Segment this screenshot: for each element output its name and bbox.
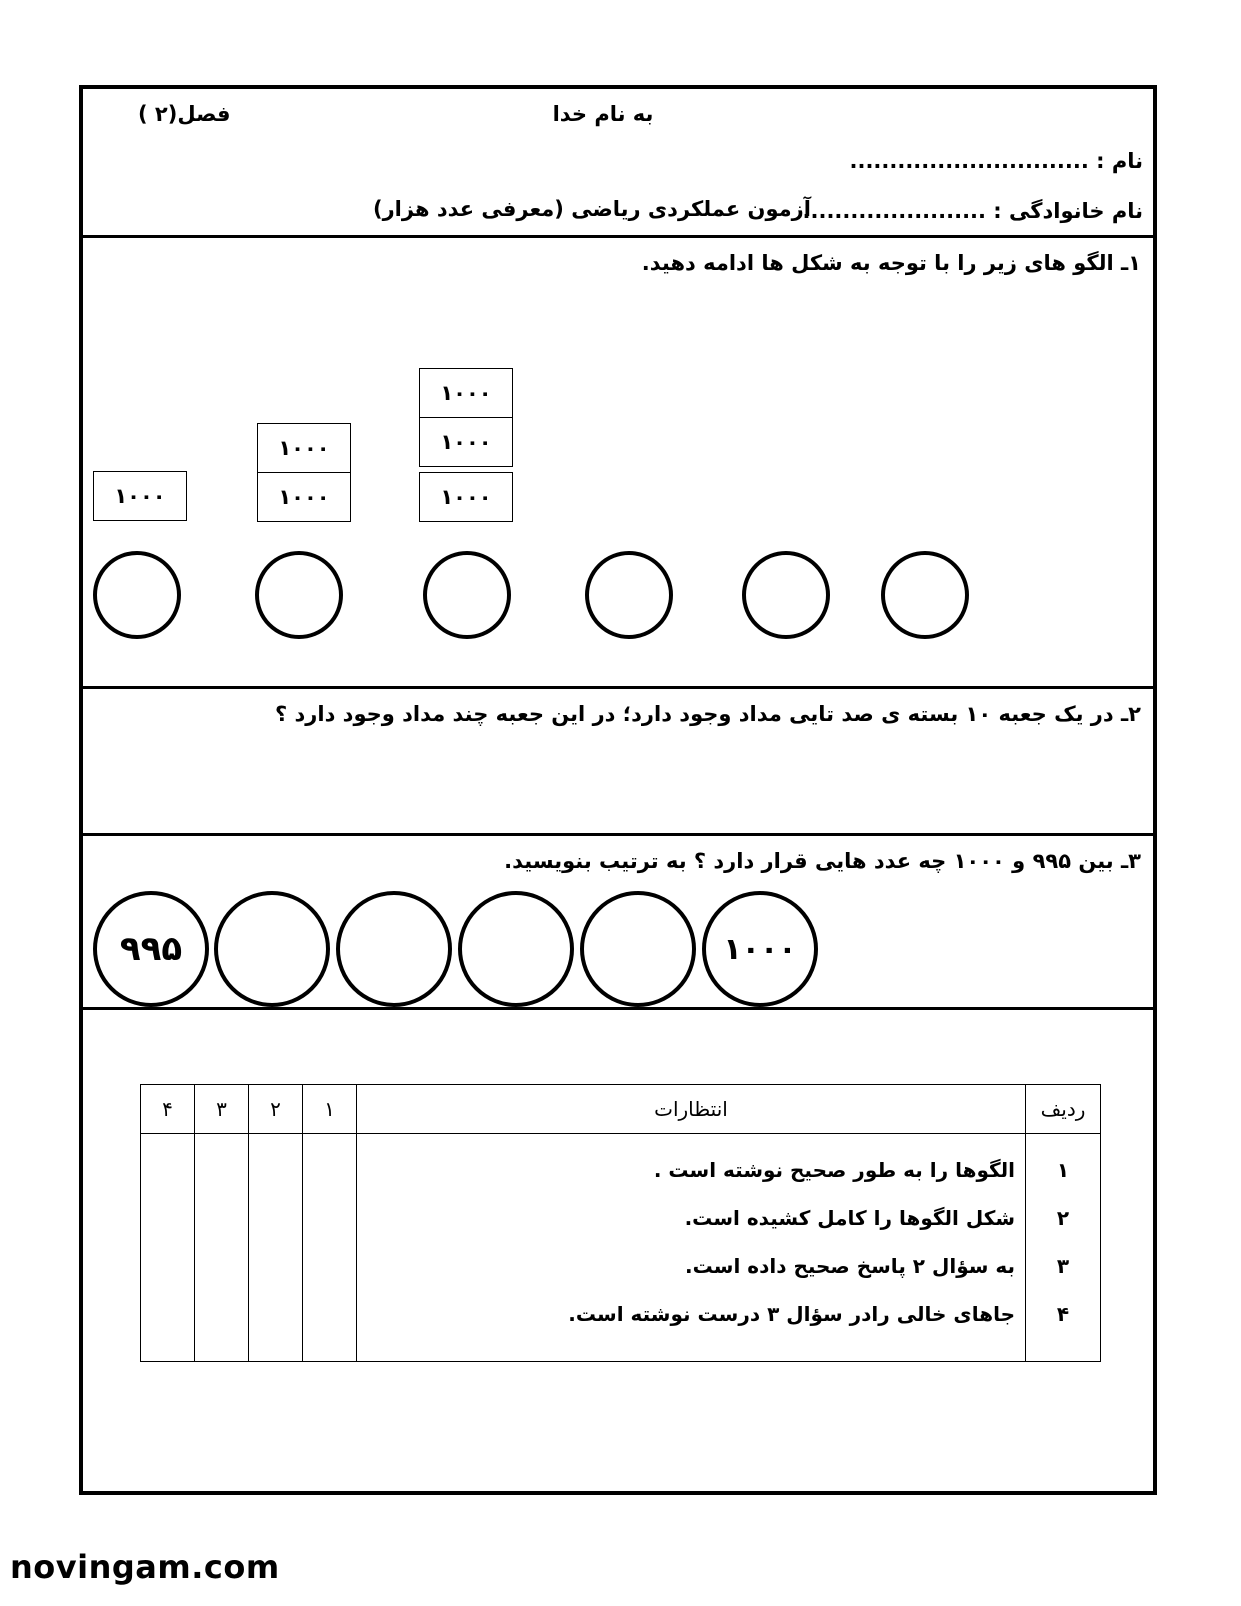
- pattern-circle[interactable]: [93, 551, 181, 639]
- question-2-text: ۲ـ در یک جعبه ۱۰ بسته ی صد تایی مداد وجود دارد؛ در این جعبه چند مداد وجود دارد ؟: [275, 702, 1141, 726]
- question-1-text: ۱ـ الگو های زیر را با توجه به شکل ها ادامه دهید.: [641, 251, 1141, 275]
- divider: [83, 1007, 1153, 1010]
- pattern-box: ۱۰۰۰: [419, 417, 513, 467]
- divider: [83, 686, 1153, 689]
- pattern-circle[interactable]: [255, 551, 343, 639]
- column-header-score-4: ۴: [141, 1085, 195, 1134]
- name-field[interactable]: نام : ..............................: [849, 149, 1143, 173]
- pattern-box: ۱۰۰۰: [257, 472, 351, 522]
- divider: [83, 235, 1153, 238]
- criterion-text: شکل الگوها را کامل کشیده است.: [684, 1206, 1015, 1230]
- divider: [83, 833, 1153, 836]
- basmala: به نام خدا: [552, 102, 654, 126]
- column-header-score-3: ۳: [195, 1085, 249, 1134]
- worksheet-frame: [79, 85, 1157, 1495]
- family-name-field[interactable]: نام خانوادگی : .......................: [802, 199, 1143, 223]
- score-cell[interactable]: [249, 1134, 303, 1362]
- evaluation-table: [140, 1084, 1101, 1362]
- pattern-box: ۱۰۰۰: [419, 368, 513, 418]
- score-cell[interactable]: [303, 1134, 357, 1362]
- row-number: ۴: [1056, 1302, 1070, 1326]
- number-circle-995: ۹۹۵: [93, 891, 209, 1007]
- pattern-box: ۱۰۰۰: [93, 471, 187, 521]
- row-number: ۲: [1056, 1206, 1070, 1230]
- exam-title: آزمون عملکردی ریاضی (معرفی عدد هزار): [373, 197, 811, 221]
- row-number: ۳: [1056, 1254, 1070, 1278]
- table-body-row: [141, 1134, 1101, 1362]
- column-header-row-number: ردیف: [1026, 1085, 1101, 1134]
- number-circle-1000: ۱۰۰۰: [702, 891, 818, 1007]
- row-numbers-cell: [1026, 1134, 1101, 1362]
- pattern-circle[interactable]: [881, 551, 969, 639]
- row-number: ۱: [1056, 1158, 1070, 1182]
- number-circle-blank[interactable]: [336, 891, 452, 1007]
- table-header-row: [141, 1085, 1101, 1134]
- site-watermark: novingam.com: [10, 1548, 280, 1586]
- pattern-circle[interactable]: [742, 551, 830, 639]
- criterion-text: به سؤال ۲ پاسخ صحیح داده است.: [685, 1254, 1015, 1278]
- score-cell[interactable]: [195, 1134, 249, 1362]
- criterion-text: جاهای خالی رادر سؤال ۳ درست نوشته است.: [568, 1302, 1015, 1326]
- pattern-circle[interactable]: [423, 551, 511, 639]
- column-header-expectations: انتظارات: [357, 1085, 1026, 1134]
- score-cell[interactable]: [141, 1134, 195, 1362]
- criteria-cell: [357, 1134, 1026, 1362]
- pattern-box: ۱۰۰۰: [419, 472, 513, 522]
- number-circle-blank[interactable]: [580, 891, 696, 1007]
- column-header-score-1: ۱: [303, 1085, 357, 1134]
- number-circle-blank[interactable]: [214, 891, 330, 1007]
- chapter-label: فصل(۲ ): [138, 102, 231, 126]
- pattern-box: ۱۰۰۰: [257, 423, 351, 473]
- pattern-circle[interactable]: [585, 551, 673, 639]
- criterion-text: الگوها را به طور صحیح نوشته است .: [653, 1158, 1015, 1182]
- question-3-text: ۳ـ بین ۹۹۵ و ۱۰۰۰ چه عدد هایی قرار دارد ؟ به ترتیب بنویسید.: [504, 849, 1141, 873]
- column-header-score-2: ۲: [249, 1085, 303, 1134]
- number-circle-blank[interactable]: [458, 891, 574, 1007]
